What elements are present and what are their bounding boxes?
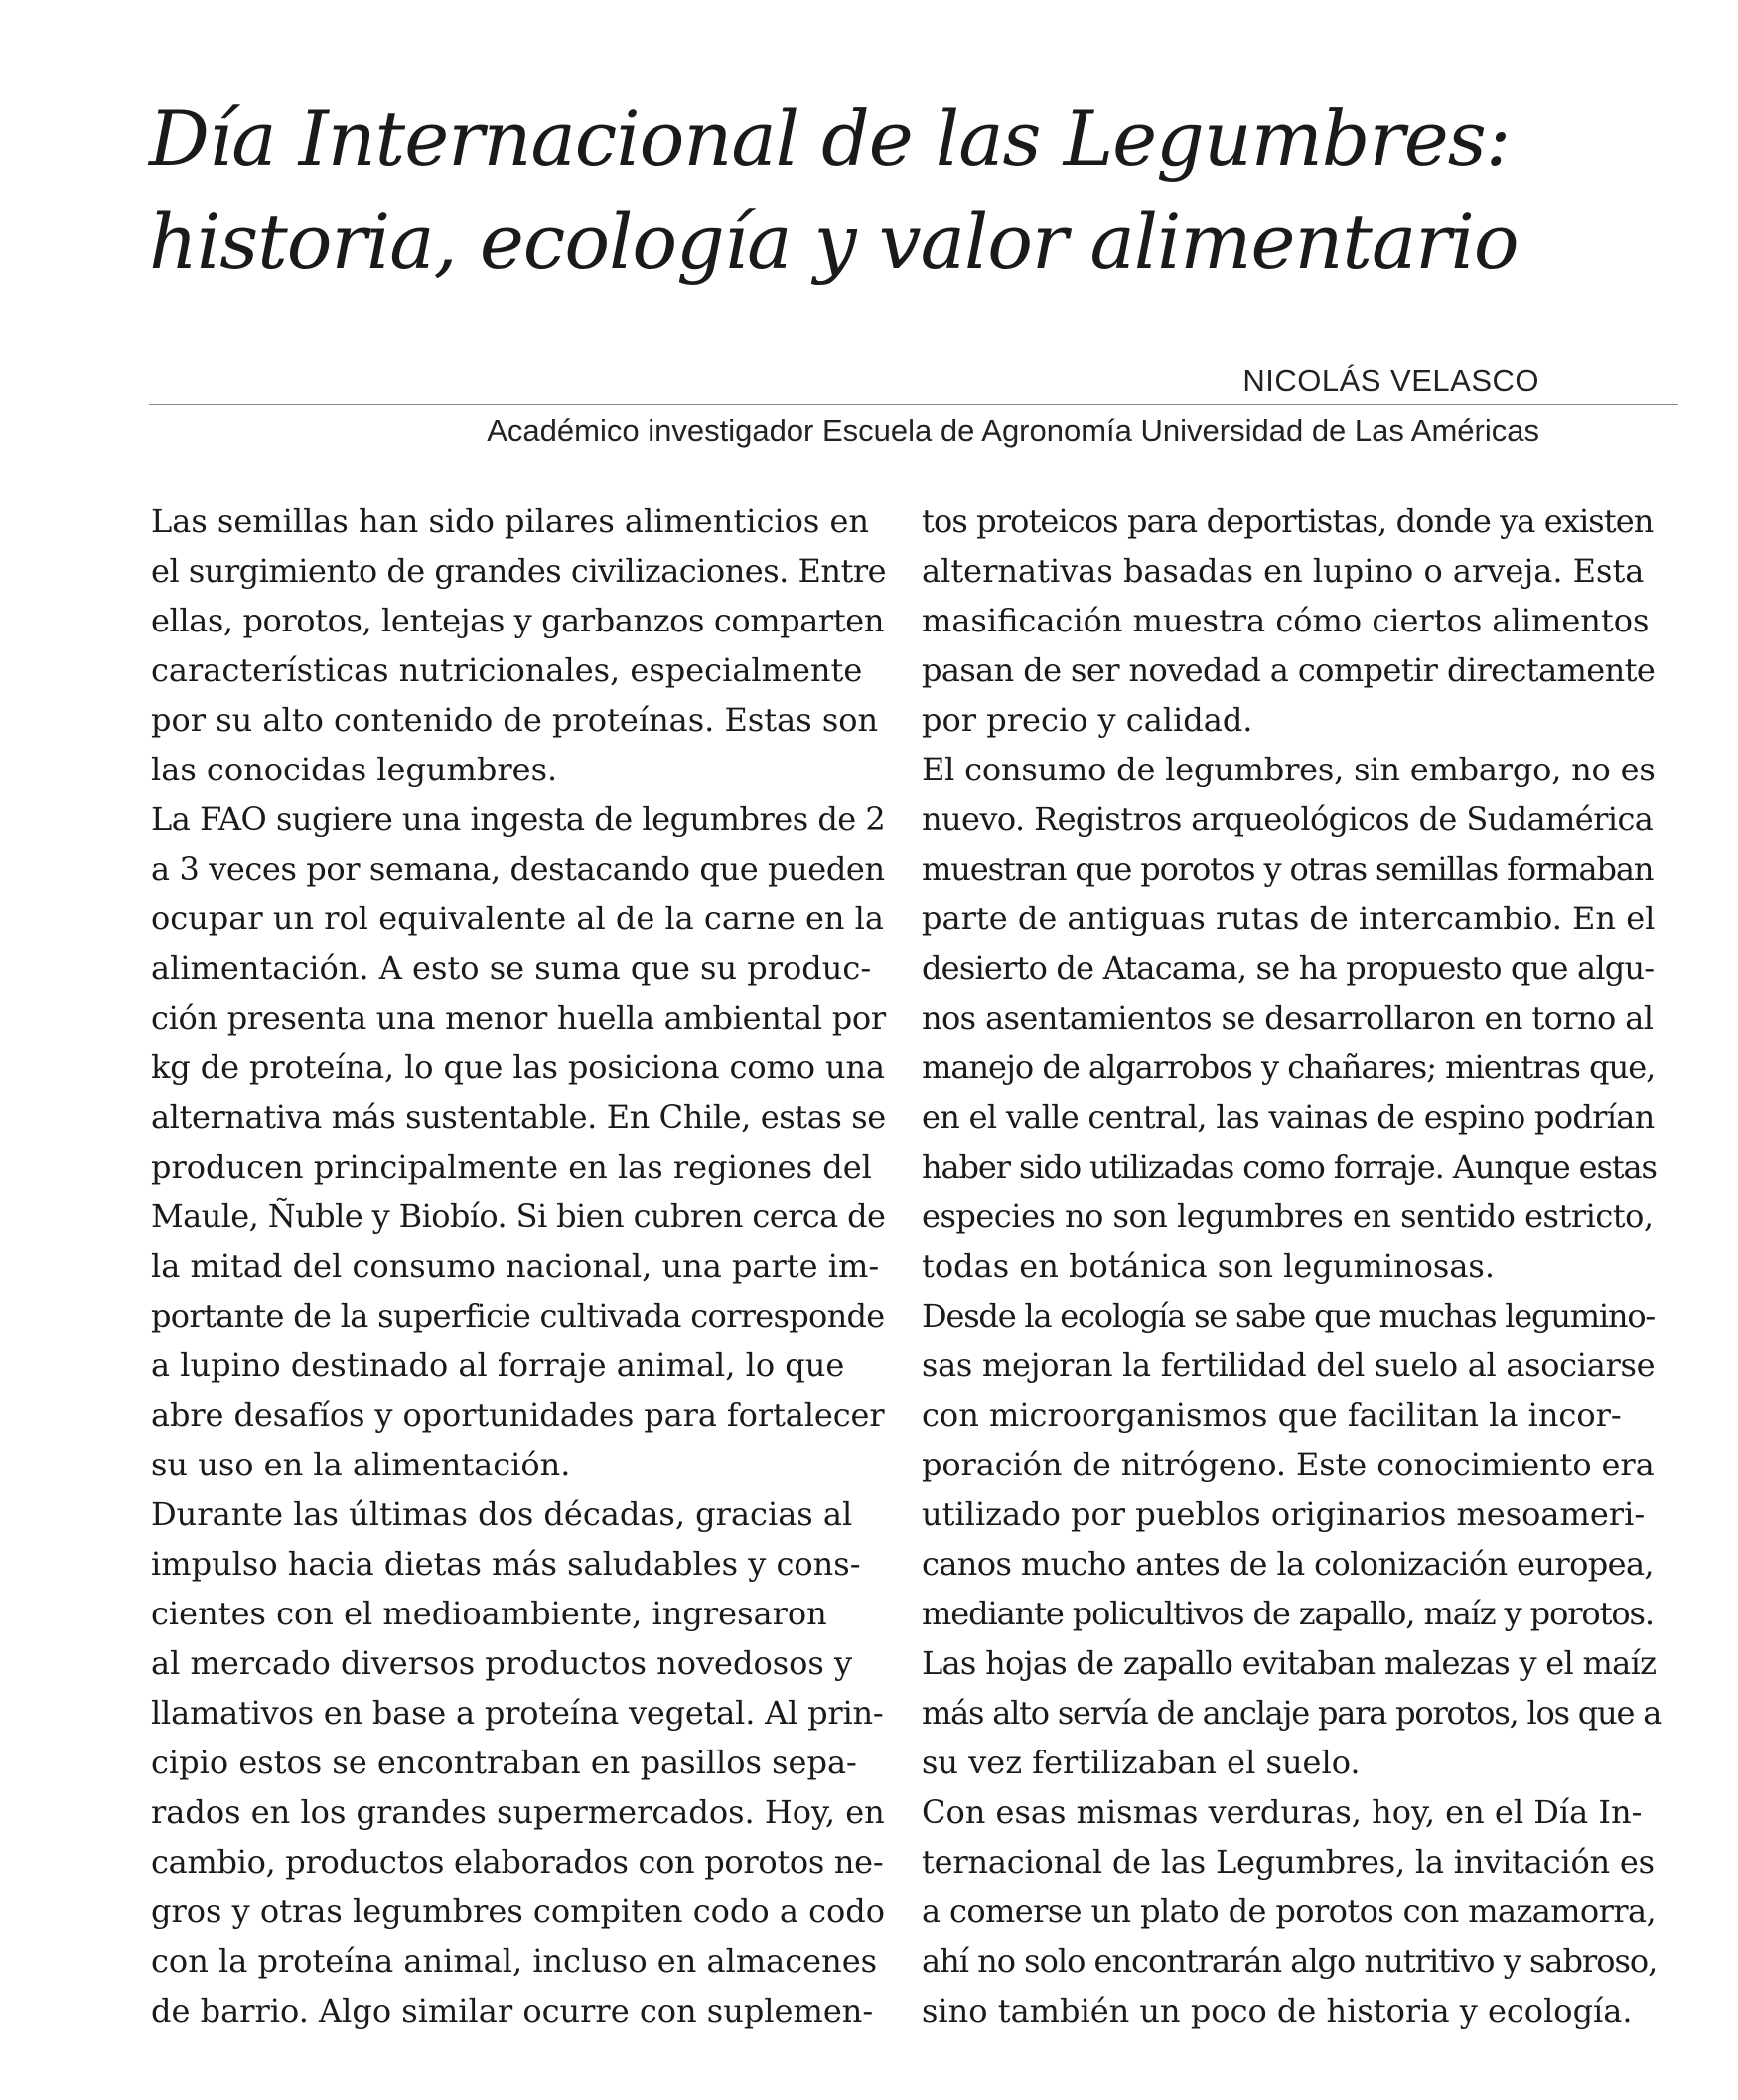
body-text-line: todas en botánica son leguminosas. bbox=[922, 1247, 1495, 1285]
body-text-line: muestran que porotos y otras semillas formaban bbox=[922, 850, 1654, 888]
title-line-1: Día Internacional de las Legumbres: bbox=[149, 94, 1511, 183]
body-text-line: cientes con el medioambiente, ingresaron bbox=[151, 1595, 827, 1632]
body-text-line: abre desafíos y oportunidades para fortalecer bbox=[151, 1396, 885, 1434]
author-affiliation: Académico investigador Escuela de Agronomía Universidad de Las Américas bbox=[487, 413, 1539, 448]
body-text-line: nuevo. Registros arqueológicos de Sudamérica bbox=[922, 800, 1654, 838]
body-text-line: con microorganismos que facilitan la incor- bbox=[922, 1396, 1622, 1434]
body-text-line: características nutricionales, especialmente bbox=[151, 651, 863, 689]
body-text-line: ellas, porotos, lentejas y garbanzos comparten bbox=[151, 602, 885, 639]
body-text-line: el surgimiento de grandes civilizaciones. Entre bbox=[151, 552, 887, 590]
byline-divider bbox=[149, 404, 1678, 405]
body-text-line: haber sido utilizadas como forraje. Aunque estas bbox=[922, 1148, 1657, 1186]
body-text-line: mediante policultivos de zapallo, maíz y porotos. bbox=[922, 1595, 1654, 1632]
body-text-line: sas mejoran la fertilidad del suelo al asociarse bbox=[922, 1346, 1656, 1384]
body-text-line: su vez fertilizaban el suelo. bbox=[922, 1744, 1361, 1781]
body-text-line: las conocidas legumbres. bbox=[151, 751, 558, 788]
body-text-line: Desde la ecología se sabe que muchas legumino- bbox=[922, 1297, 1656, 1334]
body-text-line: ahí no solo encontrarán algo nutritivo y sabroso, bbox=[922, 1942, 1658, 1980]
body-text-line: de barrio. Algo similar ocurre con suplemen- bbox=[151, 1992, 874, 2030]
body-text-line: impulso hacia dietas más saludables y cons- bbox=[151, 1545, 861, 1583]
body-text-line: al mercado diversos productos novedosos y bbox=[151, 1644, 853, 1682]
body-text-line: alternativa más sustentable. En Chile, estas se bbox=[151, 1098, 886, 1136]
body-text-line: alternativas basadas en lupino o arveja. Esta bbox=[922, 552, 1645, 590]
body-text-line: cipio estos se encontraban en pasillos sepa- bbox=[151, 1744, 857, 1781]
body-text-line: ocupar un rol equivalente al de la carne en la bbox=[151, 900, 884, 937]
body-text-line: rados en los grandes supermercados. Hoy, en bbox=[151, 1793, 885, 1831]
body-text-line: manejo de algarrobos y chañares; mientras que, bbox=[922, 1049, 1656, 1086]
body-text-line: producen principalmente en las regiones del bbox=[151, 1148, 872, 1186]
body-text-line: pasan de ser novedad a competir directamente bbox=[922, 651, 1656, 689]
body-text-line: a 3 veces por semana, destacando que pueden bbox=[151, 850, 885, 888]
body-text-line: desierto de Atacama, se ha propuesto que algu- bbox=[922, 949, 1655, 987]
body-text-line: por su alto contenido de proteínas. Estas son bbox=[151, 701, 879, 739]
body-text-line: más alto servía de anclaje para porotos, los que a bbox=[922, 1694, 1662, 1732]
body-text-line: ción presenta una menor huella ambiental por bbox=[151, 999, 886, 1037]
body-text-line: Con esas mismas verduras, hoy, en el Día In- bbox=[922, 1793, 1643, 1831]
body-text-line: portante de la superficie cultivada corresponde bbox=[151, 1297, 885, 1334]
body-text-line: canos mucho antes de la colonización europea, bbox=[922, 1545, 1655, 1583]
body-text-line: sino también un poco de historia y ecología. bbox=[922, 1992, 1633, 2030]
body-text-line: parte de antiguas rutas de intercambio. En el bbox=[922, 900, 1656, 937]
body-text-line: gros y otras legumbres compiten codo a codo bbox=[151, 1892, 886, 1930]
body-text-line: Maule, Ñuble y Biobío. Si bien cubren cerca de bbox=[151, 1197, 886, 1235]
body-text-line: especies no son legumbres en sentido estricto, bbox=[922, 1197, 1654, 1235]
body-text-line: Las hojas de zapallo evitaban malezas y el maíz bbox=[922, 1644, 1657, 1682]
body-text-line: a lupino destinado al forraje animal, lo que bbox=[151, 1346, 845, 1384]
body-text-line: tos proteicos para deportistas, donde ya existen bbox=[922, 502, 1654, 540]
body-text-line: nos asentamientos se desarrollaron en torno al bbox=[922, 999, 1654, 1037]
body-text-line: en el valle central, las vainas de espino podrían bbox=[922, 1098, 1655, 1136]
body-text-line: poración de nitrógeno. Este conocimiento era bbox=[922, 1446, 1655, 1483]
body-text-line: la mitad del consumo nacional, una parte im- bbox=[151, 1247, 880, 1285]
body-column-left bbox=[151, 496, 886, 2035]
body-text-line: masificación muestra cómo ciertos alimentos bbox=[922, 602, 1650, 639]
body-text-line: con la proteína animal, incluso en almacenes bbox=[151, 1942, 878, 1980]
body-text-line: El consumo de legumbres, sin embargo, no es bbox=[922, 751, 1656, 788]
body-column-right bbox=[922, 496, 1662, 2035]
body-text-line: su uso en la alimentación. bbox=[151, 1446, 571, 1483]
body-text-line: La FAO sugiere una ingesta de legumbres de 2 bbox=[151, 800, 886, 838]
body-text-line: utilizado por pueblos originarios mesoameri- bbox=[922, 1495, 1646, 1533]
author-name: NICOLÁS VELASCO bbox=[1242, 363, 1539, 398]
body-text-line: alimentación. A esto se suma que su produc- bbox=[151, 949, 872, 987]
body-text-line: cambio, productos elaborados con porotos ne- bbox=[151, 1843, 884, 1881]
body-text-line: Durante las últimas dos décadas, gracias al bbox=[151, 1495, 853, 1533]
body-text-line: a comerse un plato de porotos con mazamorra, bbox=[922, 1892, 1657, 1930]
article-title bbox=[149, 87, 1698, 294]
body-text-line: Las semillas han sido pilares alimenticios en bbox=[151, 502, 869, 540]
body-text-line: por precio y calidad. bbox=[922, 701, 1253, 739]
body-text-line: kg de proteína, lo que las posiciona como una bbox=[151, 1049, 885, 1086]
body-text-line: llamativos en base a proteína vegetal. Al prin- bbox=[151, 1694, 884, 1732]
body-text-line: ternacional de las Legumbres, la invitación es bbox=[922, 1843, 1655, 1881]
title-line-2: historia, ecología y valor alimentario bbox=[149, 198, 1519, 286]
